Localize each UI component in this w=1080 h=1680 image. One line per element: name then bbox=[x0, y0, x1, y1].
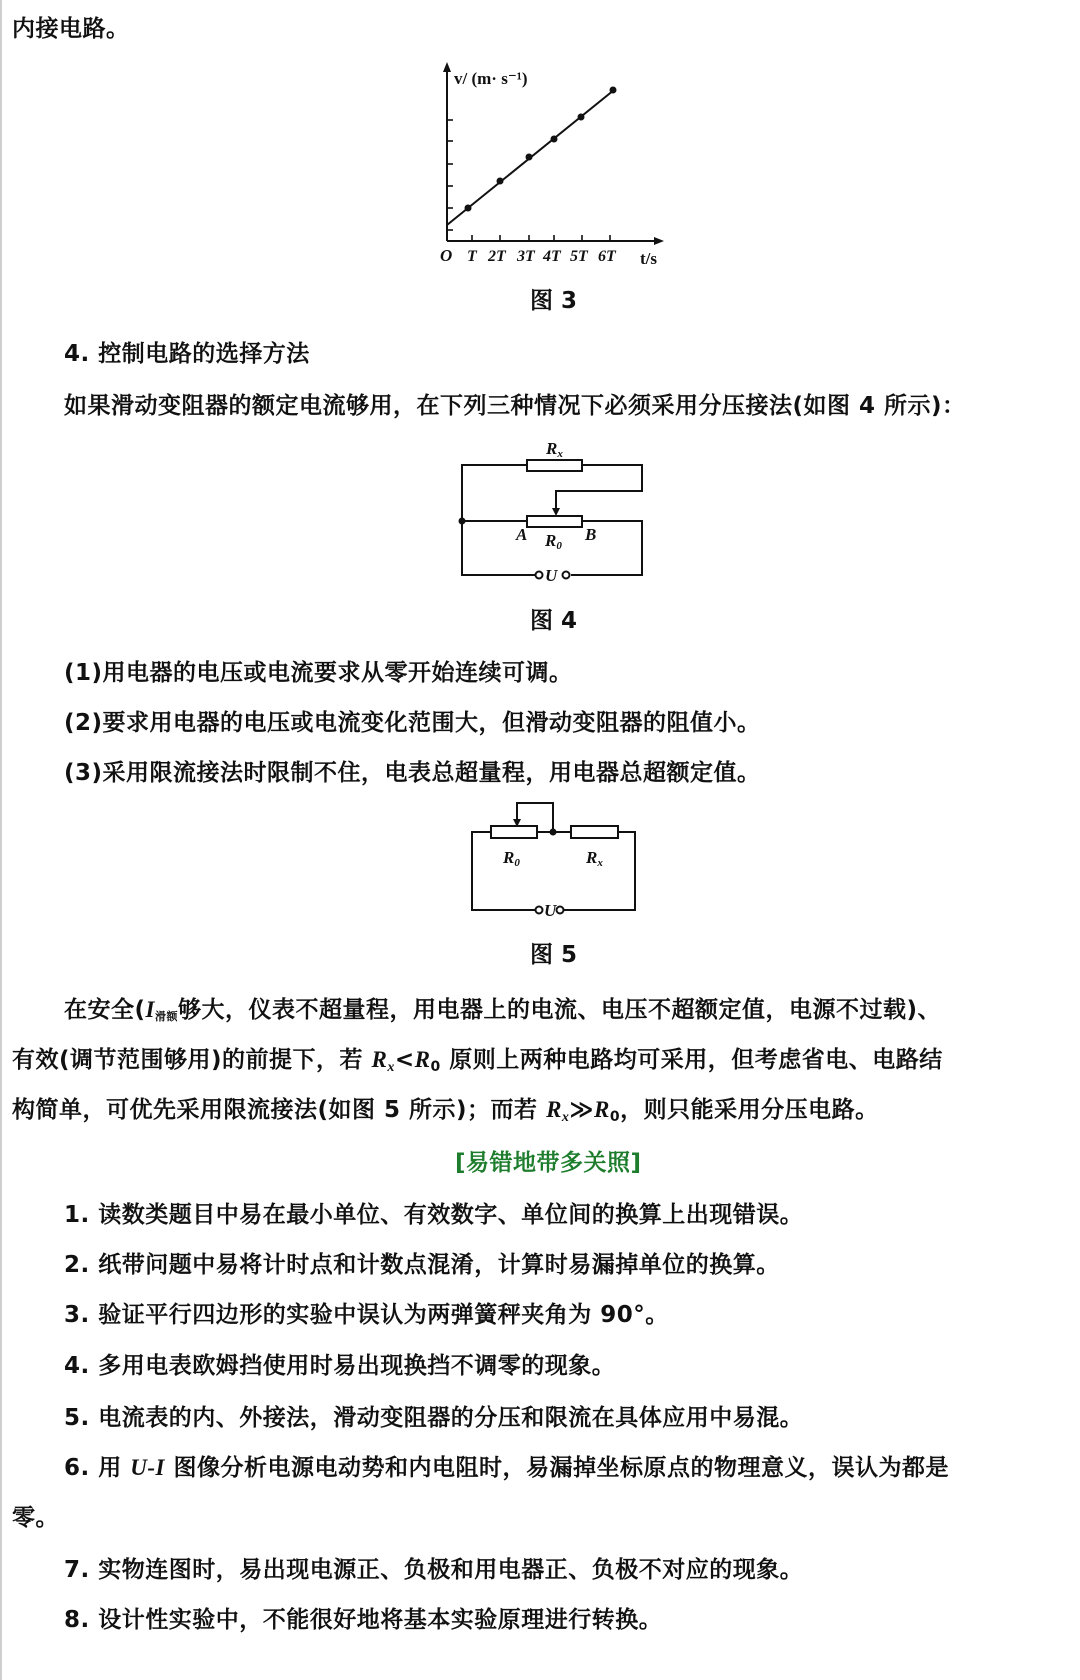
mistake-item-1: 1. 读数类题目中易在最小单位、有效数字、单位间的换算上出现错误。 bbox=[64, 1202, 804, 1228]
x-tick-6: 6T bbox=[598, 248, 616, 265]
r0-symbol: R bbox=[593, 1097, 610, 1122]
text: 图像分析电源电动势和内电阻时，易漏掉坐标原点的物理意义，误认为都是 bbox=[165, 1455, 950, 1481]
text: 够大，仪表不超量程，用电器上的电流、电压不超额定值，电源不过载)、 bbox=[177, 997, 941, 1023]
current-subscript: 滑额 bbox=[154, 1010, 178, 1023]
text: 原则上两种电路均可采用，但考虑省电、电路结 bbox=[440, 1047, 943, 1073]
b-label: B bbox=[585, 525, 597, 544]
intro-line: 内接电路。 bbox=[12, 16, 130, 42]
much-greater-than: ≫ bbox=[569, 1097, 594, 1123]
mistake-item-3: 3. 验证平行四边形的实验中误认为两弹簧秤夹角为 90°。 bbox=[64, 1302, 669, 1328]
figure5-caption: 图 5 bbox=[530, 942, 578, 968]
r0-subscript: 0 bbox=[430, 1059, 441, 1075]
rx-label: R bbox=[586, 848, 598, 867]
current-symbol: I bbox=[145, 997, 155, 1022]
mistake-item-6 bbox=[64, 1453, 949, 1483]
a-label: A bbox=[516, 525, 528, 544]
text: 在安全( bbox=[64, 997, 146, 1023]
text: ，则只能采用分压电路。 bbox=[620, 1097, 879, 1123]
mistake-item-4: 4. 多用电表欧姆挡使用时易出现换挡不调零的现象。 bbox=[64, 1353, 616, 1379]
rx-symbol: R bbox=[546, 1097, 562, 1122]
paragraph-line-1 bbox=[64, 995, 941, 1032]
text: 构简单，可优先采用限流接法(如图 5 所示)；而若 bbox=[12, 1097, 547, 1123]
text: 有效(调节范围够用)的前提下，若 bbox=[12, 1047, 372, 1073]
r0-subscript: 0 bbox=[609, 1109, 621, 1125]
x-tick-4: 4T bbox=[543, 248, 561, 265]
x-tick-2: 2T bbox=[488, 248, 506, 265]
mistake-item-5: 5. 电流表的内、外接法，滑动变阻器的分压和限流在具体应用中易混。 bbox=[64, 1405, 804, 1431]
x-tick-5: 5T bbox=[570, 248, 588, 265]
mistake-item-8: 8. 设计性实验中，不能很好地将基本实验原理进行转换。 bbox=[64, 1607, 663, 1633]
svg-text:R0 bbox=[544, 531, 562, 552]
paragraph-line-3 bbox=[12, 1095, 879, 1133]
section4-heading: 4. 控制电路的选择方法 bbox=[64, 341, 310, 367]
r0-sub: 0 bbox=[514, 857, 520, 869]
text: 6. 用 bbox=[64, 1455, 131, 1481]
r0-sub: 0 bbox=[556, 540, 562, 552]
origin-label: O bbox=[440, 246, 453, 265]
svg-text:Rx bbox=[545, 439, 563, 460]
r0-label: R bbox=[503, 848, 515, 867]
mistake-item-2: 2. 纸带问题中易将计时点和计数点混淆，计算时易漏掉单位的换算。 bbox=[64, 1252, 780, 1278]
mistake-item-7: 7. 实物连图时，易出现电源正、负极和用电器正、负极不对应的现象。 bbox=[64, 1557, 804, 1583]
y-axis-label: v/ (m· s⁻¹) bbox=[454, 69, 528, 88]
ui-symbol: U-I bbox=[130, 1455, 165, 1480]
mistake-item-6-cont: 零。 bbox=[12, 1505, 59, 1531]
figure4-caption: 图 4 bbox=[530, 608, 578, 634]
page-edge bbox=[0, 0, 2, 1680]
mistakes-heading: [易错地带多关照] bbox=[455, 1150, 642, 1176]
x-tick-1: T bbox=[467, 248, 477, 265]
x-axis-label: t/s bbox=[640, 249, 657, 268]
r0-label: R bbox=[545, 531, 557, 550]
rx-sub: x bbox=[597, 857, 603, 869]
rx-symbol: R bbox=[371, 1047, 388, 1072]
x-tick-3: 3T bbox=[517, 248, 535, 265]
figure3-caption: 图 3 bbox=[530, 288, 578, 314]
velocity-time-chart bbox=[420, 55, 680, 275]
rx-subscript: x bbox=[387, 1060, 395, 1075]
r0-symbol: R bbox=[414, 1047, 431, 1072]
rx-subscript: x bbox=[561, 1110, 570, 1125]
paragraph-line-2 bbox=[12, 1045, 943, 1083]
section4-intro: 如果滑动变阻器的额定电流够用，在下列三种情况下必须采用分压接法(如图 4 所示)： bbox=[64, 393, 966, 419]
svg-text:Rx bbox=[585, 848, 603, 869]
svg-text:R0 bbox=[502, 848, 520, 869]
voltage-divider-circuit bbox=[440, 425, 660, 595]
rx-sub: x bbox=[557, 448, 563, 460]
rx-label: R bbox=[546, 439, 558, 458]
less-than: < bbox=[394, 1047, 415, 1073]
condition-2: (2)要求用电器的电压或电流变化范围大，但滑动变阻器的阻值小。 bbox=[64, 710, 761, 736]
condition-1: (1)用电器的电压或电流要求从零开始连续可调。 bbox=[64, 660, 573, 686]
u-label: U bbox=[544, 901, 557, 920]
u-label: U bbox=[545, 566, 558, 585]
current-limiting-circuit bbox=[455, 790, 665, 930]
condition-3: (3)采用限流接法时限制不住，电表总超量程，用电器总超额定值。 bbox=[64, 760, 761, 786]
